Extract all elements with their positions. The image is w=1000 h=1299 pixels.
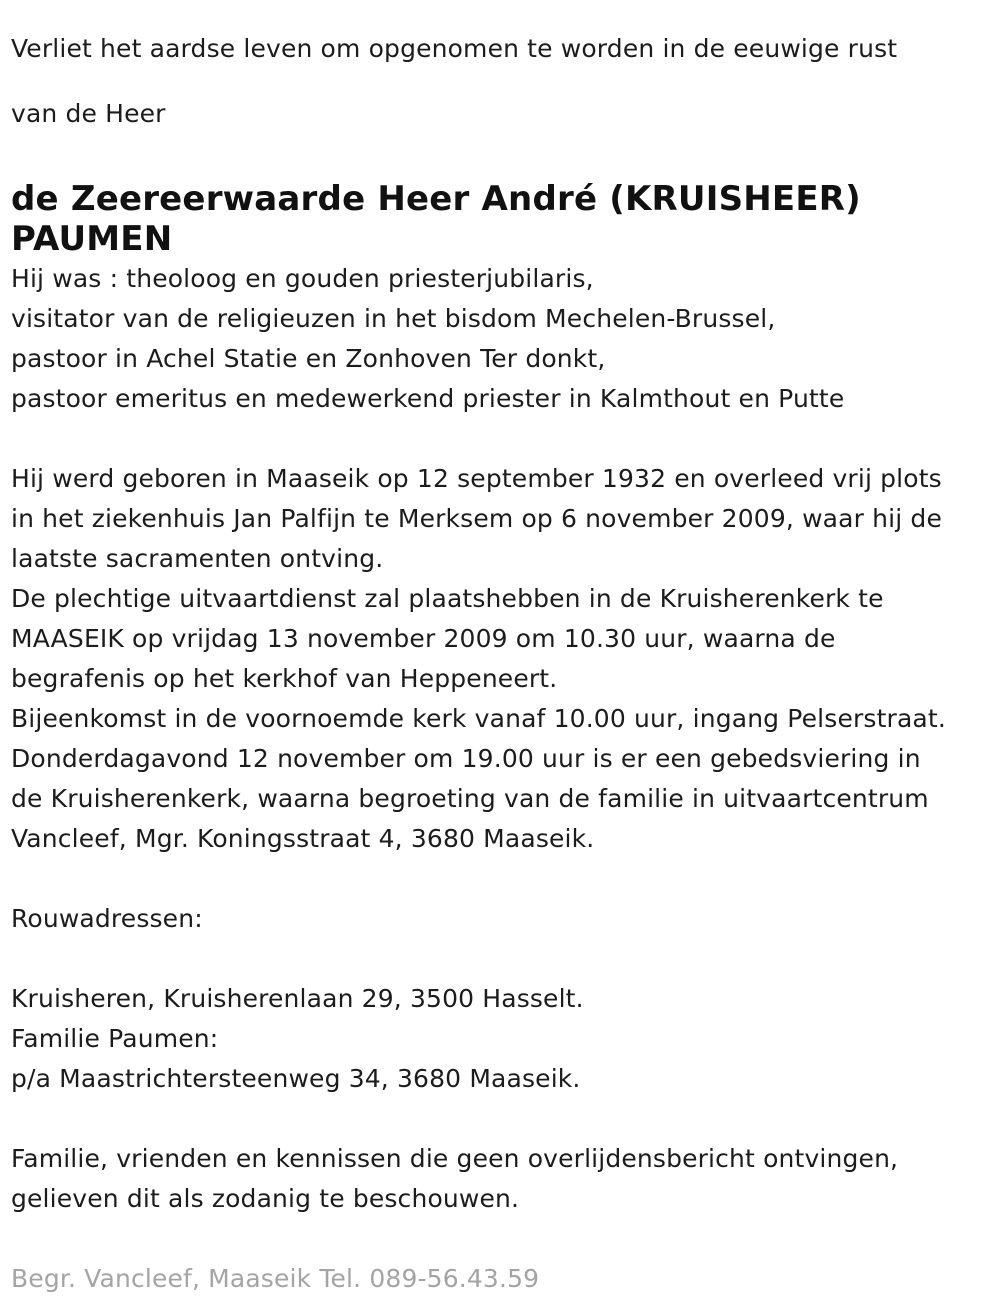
body-line: begrafenis op het kerkhof van Heppeneert. bbox=[11, 664, 558, 693]
body-line: de Kruisherenkerk, waarna begroeting van de familie in uitvaartcentrum bbox=[11, 784, 929, 813]
function-line: Hij was : theoloog en gouden priesterjubilaris, bbox=[11, 264, 594, 293]
address-line: Kruisheren, Kruisherenlaan 29, 3500 Hasselt. bbox=[11, 984, 584, 1013]
addresses-heading: Rouwadressen: bbox=[11, 904, 203, 933]
name-line: de Zeereerwaarde Heer André (KRUISHEER) bbox=[11, 179, 861, 219]
function-line: pastoor emeritus en medewerkend priester in Kalmthout en Putte bbox=[11, 384, 845, 413]
address-line: p/a Maastrichtersteenweg 34, 3680 Maaseik. bbox=[11, 1064, 581, 1093]
spacer bbox=[11, 419, 1000, 459]
spacer bbox=[11, 859, 1000, 899]
body-line: MAASEIK op vrijdag 13 november 2009 om 10.30 uur, waarna de bbox=[11, 624, 836, 653]
body-line: De plechtige uitvaartdienst zal plaatshebben in de Kruisherenkerk te bbox=[11, 584, 884, 613]
closing-line: Familie, vrienden en kennissen die geen overlijdensbericht ontvingen, bbox=[11, 1144, 899, 1173]
name-line: PAUMEN bbox=[11, 219, 173, 259]
function-line: pastoor in Achel Statie en Zonhoven Ter donkt, bbox=[11, 344, 606, 373]
condolence-addresses bbox=[11, 899, 1000, 1099]
closing-note bbox=[11, 1139, 1000, 1219]
funeral-home-footer: Begr. Vancleef, Maaseik Tel. 089-56.43.59 bbox=[11, 1264, 540, 1293]
body-line: laatste sacramenten ontving. bbox=[11, 544, 384, 573]
body-line: Bijeenkomst in de voornoemde kerk vanaf 10.00 uur, ingang Pelserstraat. bbox=[11, 704, 946, 733]
address-line: Familie Paumen: bbox=[11, 1024, 219, 1053]
spacer bbox=[11, 939, 1000, 979]
body-line: in het ziekenhuis Jan Palfijn te Merksem op 6 november 2009, waar hij de bbox=[11, 504, 942, 533]
functions-list bbox=[11, 259, 1000, 419]
intro-text bbox=[11, 29, 1000, 134]
closing-line: gelieven dit als zodanig te beschouwen. bbox=[11, 1184, 520, 1213]
deceased-name bbox=[11, 179, 1000, 259]
body-line: Donderdagavond 12 november om 19.00 uur is er een gebedsviering in bbox=[11, 744, 921, 773]
spacer bbox=[11, 1099, 1000, 1139]
function-line: visitator van de religieuzen in het bisdom Mechelen-Brussel, bbox=[11, 304, 776, 333]
body-line: Vancleef, Mgr. Koningsstraat 4, 3680 Maaseik. bbox=[11, 824, 595, 853]
body-line: Hij werd geboren in Maaseik op 12 september 1932 en overleed vrij plots bbox=[11, 464, 942, 493]
intro-line: Verliet het aardse leven om opgenomen te worden in de eeuwige rust bbox=[11, 34, 898, 63]
funeral-details bbox=[11, 459, 1000, 859]
intro-line: van de Heer bbox=[11, 99, 166, 128]
spacer bbox=[11, 1219, 1000, 1259]
